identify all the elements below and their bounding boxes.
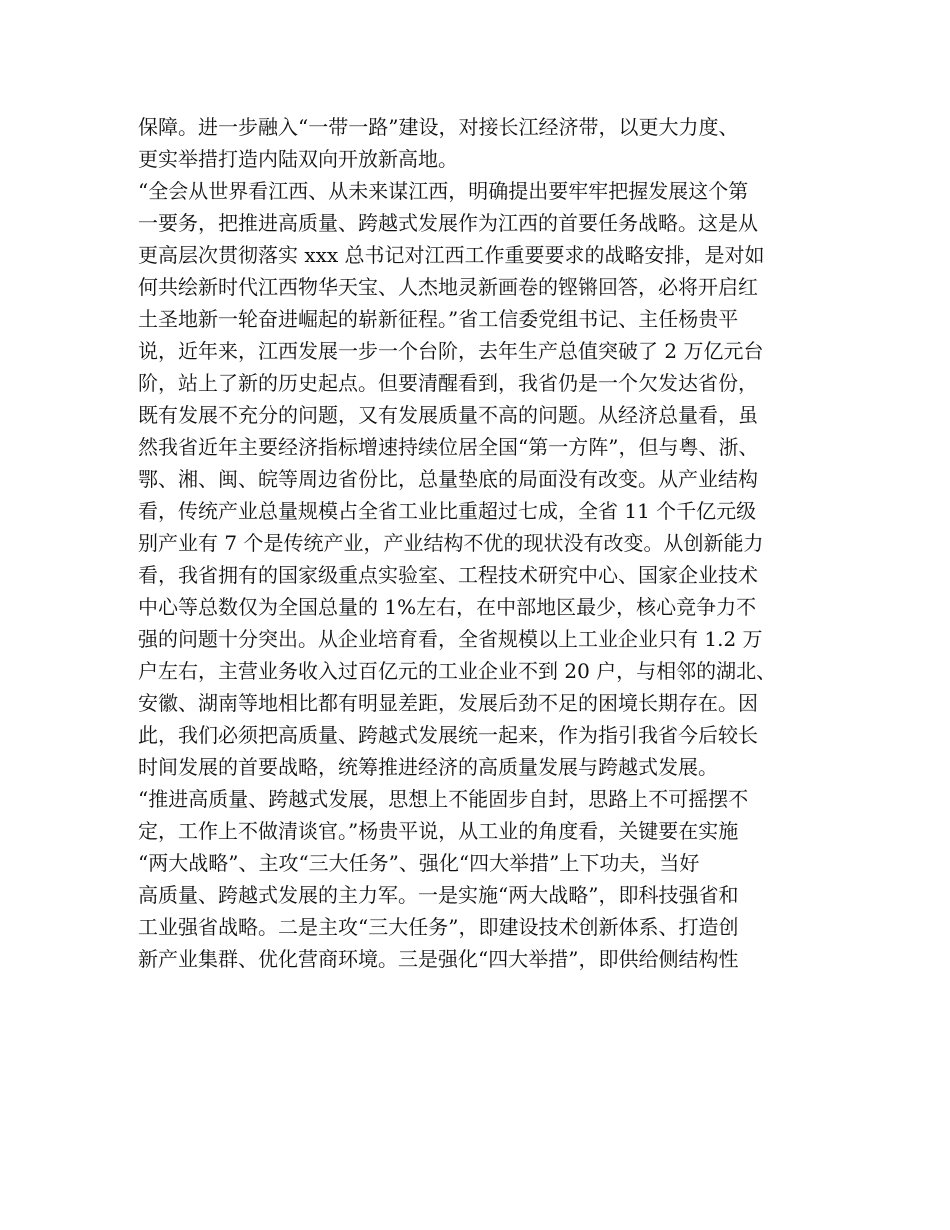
text-line: “推进高质量、跨越式发展，思想上不能固步自封，思路上不可摇摆不 [138, 787, 749, 811]
text-line: 新产业集群、优化营商环境。三是强化“四大举措”，即供给侧结构性 [138, 947, 739, 971]
body-text [138, 111, 838, 975]
text-line: 强的问题十分突出。从企业培育看，全省规模以上工业企业只有 1.2 万 [138, 627, 763, 651]
text-line: 说，近年来，江西发展一步一个台阶，去年生产总值突破了 2 万亿元台 [138, 339, 764, 363]
text-line: 阶，站上了新的历史起点。但要清醒看到，我省仍是一个欠发达省份， [138, 371, 758, 395]
text-line: 别产业有 7 个是传统产业，产业结构不优的现状没有改变。从创新能力 [138, 531, 764, 555]
text-line: 看，我省拥有的国家级重点实验室、工程技术研究中心、国家企业技术 [138, 563, 758, 587]
text-line: 工业强省战略。二是主攻“三大任务”，即建设技术创新体系、打造创 [138, 915, 739, 939]
text-line: 既有发展不充分的问题，又有发展质量不高的问题。从经济总量看，虽 [138, 403, 758, 427]
text-line: 时间发展的首要战略，统筹推进经济的高质量发展与跨越式发展。 [138, 755, 718, 779]
text-line: “两大战略”、主攻“三大任务”、强化“四大举措”上下功夫，当好 [138, 851, 700, 875]
text-line: 更实举措打造内陆双向开放新高地。 [138, 147, 458, 171]
text-line: 安徽、湖南等地相比都有明显差距，发展后劲不足的困境长期存在。因 [138, 691, 758, 715]
text-line: 然我省近年主要经济指标增速持续位居全国“第一方阵”，但与粤、浙、 [138, 435, 759, 459]
text-line: 高质量、跨越式发展的主力军。一是实施“两大战略”，即科技强省和 [138, 883, 739, 907]
text-line: 保障。进一步融入“一带一路”建设，对接长江经济带，以更大力度、 [138, 115, 739, 139]
text-line: 看，传统产业总量规模占全省工业比重超过七成，全省 11 个千亿元级 [138, 499, 757, 523]
text-line: 何共绘新时代江西物华天宝、人杰地灵新画卷的铿锵回答，必将开启红 [138, 275, 758, 299]
text-line: 鄂、湘、闽、皖等周边省份比，总量垫底的局面没有改变。从产业结构 [138, 467, 758, 491]
text-line: 一要务，把推进高质量、跨越式发展作为江西的首要任务战略。这是从 [138, 211, 758, 235]
text-line: 中心等总数仅为全国总量的 1%左右，在中部地区最少，核心竞争力不 [138, 595, 757, 619]
text-line: “全会从世界看江西、从未来谋江西，明确提出要牢牢把握发展这个第 [138, 179, 749, 203]
text-line: 更高层次贯彻落实 xxx 总书记对江西工作重要要求的战略安排，是对如 [138, 243, 765, 267]
text-line: 户左右，主营业务收入过百亿元的工业企业不到 20 户，与相邻的湖北、 [138, 659, 777, 683]
text-line: 定，工作上不做清谈官。”杨贵平说，从工业的角度看，关键要在实施 [138, 819, 739, 843]
text-line: 此，我们必须把高质量、跨越式发展统一起来，作为指引我省今后较长 [138, 723, 758, 747]
text-line: 土圣地新一轮奋进崛起的崭新征程。”省工信委党组书记、主任杨贵平 [138, 307, 739, 331]
